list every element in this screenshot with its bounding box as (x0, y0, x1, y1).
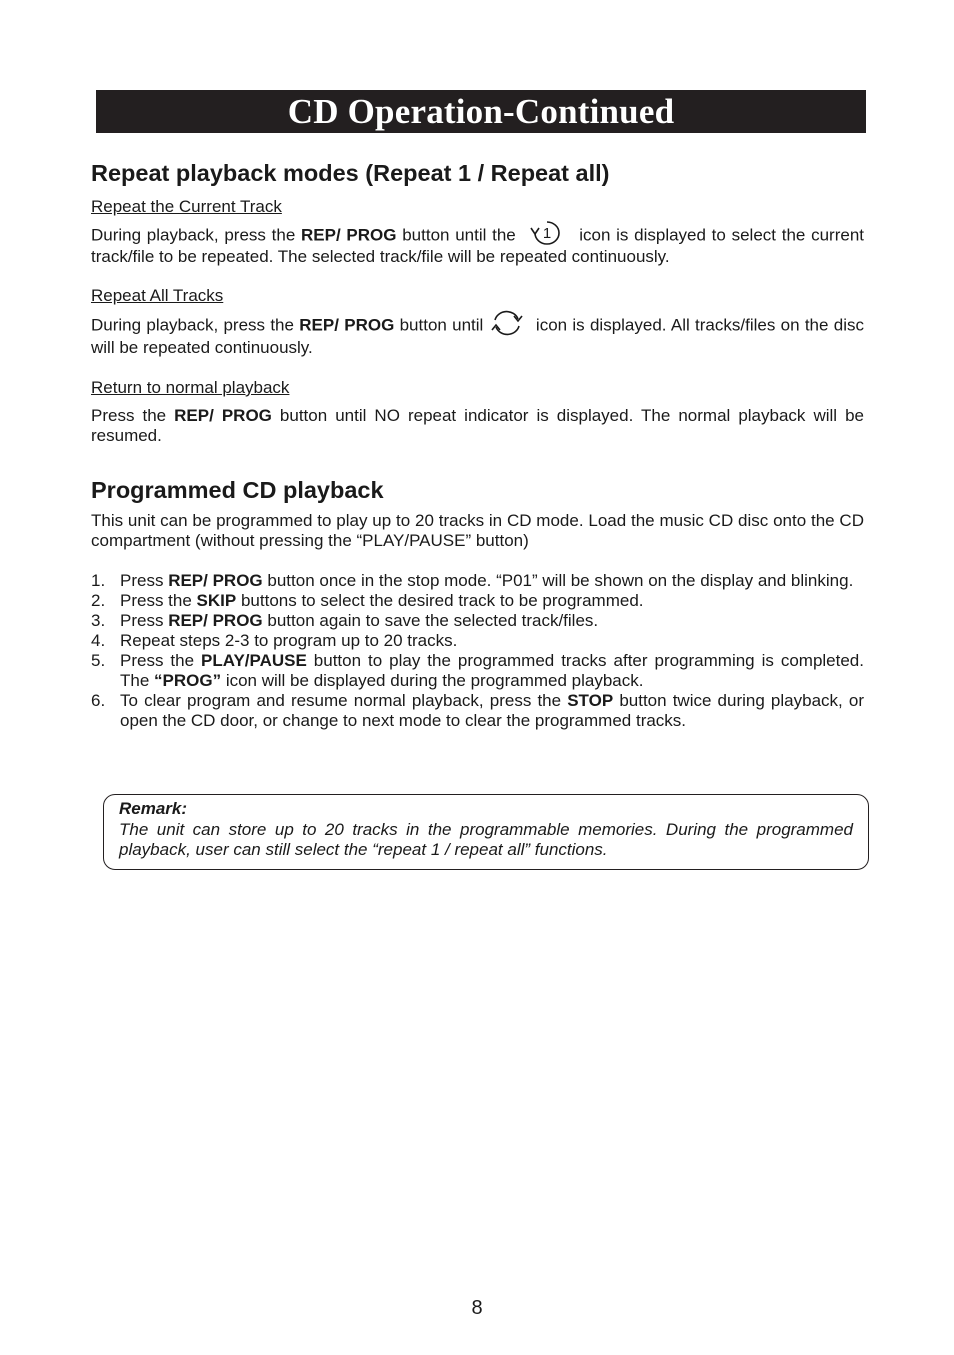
remark-box (103, 794, 869, 870)
rep-prog-label: REP/ PROG (299, 315, 395, 335)
page-number: 8 (471, 1297, 483, 1319)
repeat-all-subheading: Repeat All Tracks (91, 286, 224, 305)
list-item: 3. Press REP/ PROG button again to save the selected track/files. (91, 611, 599, 630)
remark-text: The unit can store up to 20 tracks in the programmable memories. During the programmed playback, user can still select the “repeat 1 / repeat all” functions. (119, 819, 853, 859)
repeat-current-subheading: Repeat the Current Track (91, 197, 282, 216)
page-title: CD Operation-Continued (96, 90, 866, 133)
list-item: 4. Repeat steps 2-3 to program up to 20 tracks. (91, 631, 458, 650)
svg-text:1: 1 (543, 225, 552, 242)
list-item: 2. Press the SKIP buttons to select the desired track to be programmed. (91, 591, 644, 610)
normal-playback-paragraph: Press the REP/ PROG button until NO repeat indicator is displayed. The normal playback will be resumed. (91, 406, 864, 445)
rep-prog-label: REP/ PROG (174, 406, 272, 425)
program-intro: This unit can be programmed to play up to 20 tracks in CD mode. Load the music CD disc onto the CD compartment (without pressing the “PLAY/PAUSE” button) (91, 511, 864, 550)
normal-playback-subheading: Return to normal playback (91, 378, 290, 397)
list-item: 6. To clear program and resume normal playback, press the STOP button twice during playback, or open the CD door, or change to next mode to clear the programmed tracks. (91, 691, 864, 730)
repeat-one-icon (527, 219, 567, 247)
list-item: 1. Press REP/ PROG button once in the stop mode. “P01” will be shown on the display and blinking. (91, 571, 854, 590)
repeat-all-paragraph: During playback, press the REP/ PROG button until icon is displayed. All tracks/files on the disc will be repeated continuously. (91, 314, 864, 358)
repeat-heading: Repeat playback modes (Repeat 1 / Repeat all) (91, 160, 610, 186)
list-item: 5. Press the PLAY/PAUSE button to play the programmed tracks after programming is completed. The “PROG” icon will be displayed during the programmed playback. (91, 651, 864, 690)
program-heading: Programmed CD playback (91, 477, 384, 503)
main-content (91, 158, 864, 731)
repeat-current-paragraph: During playback, press the REP/ PROG button until the 1 icon is displayed to select the current track/file to be repeated. The selected track/file will be repeated continuously. (91, 225, 864, 267)
remark-title: Remark: (119, 799, 188, 818)
repeat-all-icon (489, 308, 525, 338)
program-steps-list (91, 571, 864, 731)
rep-prog-label: REP/ PROG (301, 225, 397, 245)
